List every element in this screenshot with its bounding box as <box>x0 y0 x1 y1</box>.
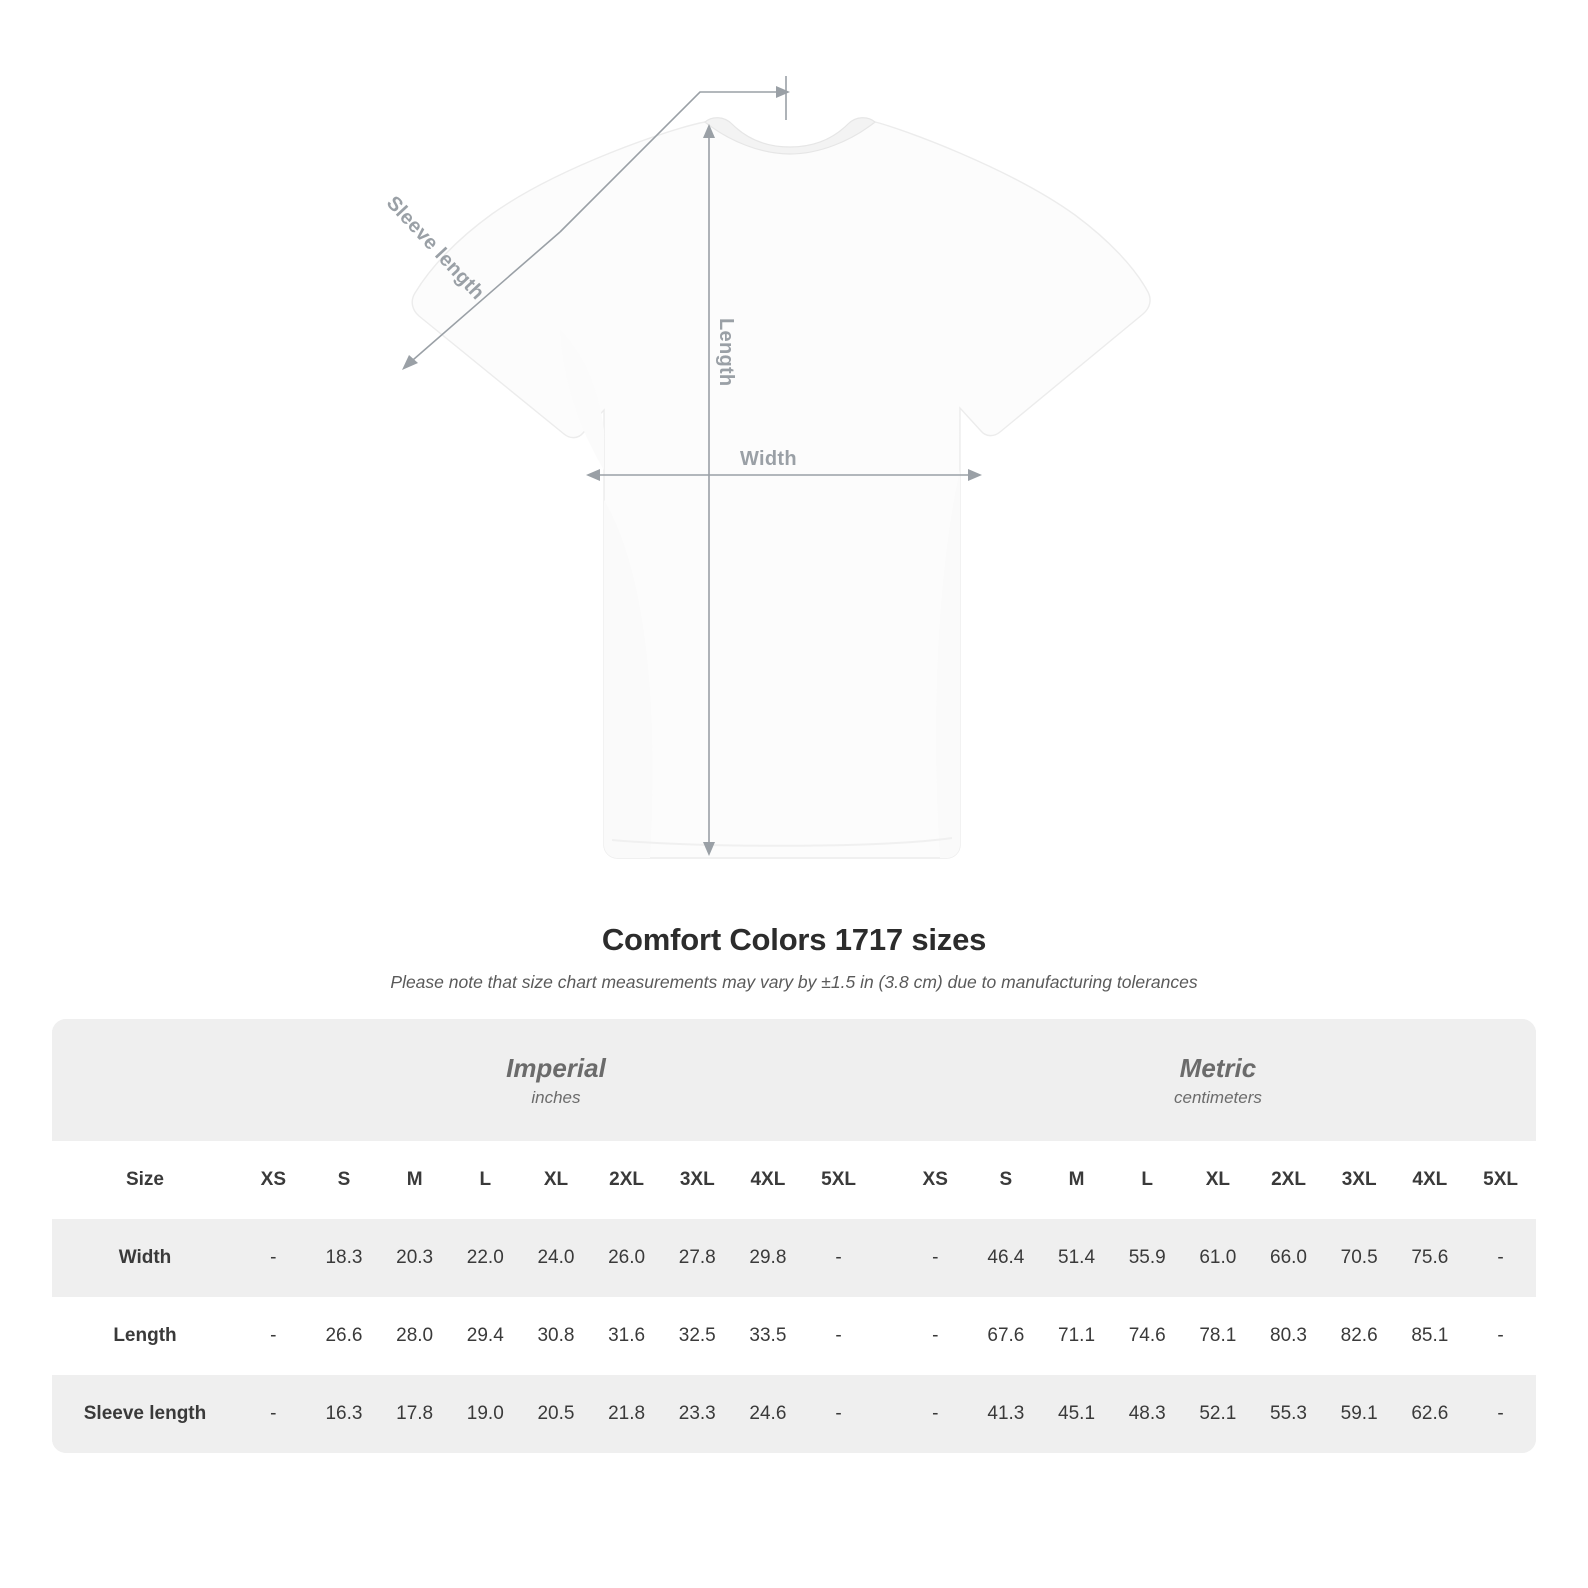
cell-width-imp-4: 24.0 <box>521 1219 592 1297</box>
tshirt-shape <box>412 118 1150 858</box>
table-row <box>52 1375 1536 1453</box>
size-col-imp-8: 5XL <box>803 1141 874 1219</box>
cell-length-met-4: 78.1 <box>1183 1297 1254 1375</box>
cell-sleeve-met-1: 41.3 <box>971 1375 1042 1453</box>
cell-sleeve-met-2: 45.1 <box>1041 1375 1112 1453</box>
width-label: Width <box>740 448 797 470</box>
title-block <box>0 922 1588 993</box>
size-col-met-0: XS <box>900 1141 971 1219</box>
cell-sleeve-met-8: - <box>1465 1375 1536 1453</box>
imperial-header <box>238 1019 874 1141</box>
cell-length-imp-2: 28.0 <box>379 1297 450 1375</box>
size-header-cell: Size <box>52 1141 238 1219</box>
size-col-met-8: 5XL <box>1465 1141 1536 1219</box>
size-col-met-4: XL <box>1183 1141 1254 1219</box>
imperial-title: Imperial <box>506 1052 606 1083</box>
cell-length-met-2: 71.1 <box>1041 1297 1112 1375</box>
metric-title: Metric <box>1179 1052 1257 1083</box>
size-col-met-2: M <box>1041 1141 1112 1219</box>
metric-header <box>900 1019 1536 1141</box>
cell-length-met-6: 82.6 <box>1324 1297 1395 1375</box>
row-gap-length <box>874 1297 900 1375</box>
cell-sleeve-imp-4: 20.5 <box>521 1375 592 1453</box>
cell-width-met-7: 75.6 <box>1395 1219 1466 1297</box>
cell-length-imp-3: 29.4 <box>450 1297 521 1375</box>
cell-width-imp-5: 26.0 <box>591 1219 662 1297</box>
cell-sleeve-met-3: 48.3 <box>1112 1375 1183 1453</box>
cell-length-met-3: 74.6 <box>1112 1297 1183 1375</box>
size-col-imp-7: 4XL <box>733 1141 804 1219</box>
cell-sleeve-met-4: 52.1 <box>1183 1375 1254 1453</box>
cell-sleeve-met-5: 55.3 <box>1253 1375 1324 1453</box>
size-col-imp-5: 2XL <box>591 1141 662 1219</box>
page-title: Comfort Colors 1717 sizes <box>601 922 987 957</box>
cell-width-met-4: 61.0 <box>1183 1219 1254 1297</box>
cell-width-met-1: 46.4 <box>971 1219 1042 1297</box>
cell-length-met-0: - <box>900 1297 971 1375</box>
cell-width-met-8: - <box>1465 1219 1536 1297</box>
cell-length-met-5: 80.3 <box>1253 1297 1324 1375</box>
cell-width-met-3: 55.9 <box>1112 1219 1183 1297</box>
cell-width-imp-2: 20.3 <box>379 1219 450 1297</box>
size-col-imp-1: S <box>309 1141 380 1219</box>
cell-sleeve-met-6: 59.1 <box>1324 1375 1395 1453</box>
cell-sleeve-imp-6: 23.3 <box>662 1375 733 1453</box>
cell-length-met-8: - <box>1465 1297 1536 1375</box>
row-label-width: Width <box>52 1219 238 1297</box>
cell-length-imp-1: 26.6 <box>309 1297 380 1375</box>
cell-sleeve-imp-1: 16.3 <box>309 1375 380 1453</box>
size-col-imp-0: XS <box>238 1141 309 1219</box>
row-label-length: Length <box>52 1297 238 1375</box>
size-header-row <box>52 1141 1536 1219</box>
cell-length-imp-4: 30.8 <box>521 1297 592 1375</box>
size-col-met-7: 4XL <box>1395 1141 1466 1219</box>
cell-length-met-7: 85.1 <box>1395 1297 1466 1375</box>
size-col-imp-2: M <box>379 1141 450 1219</box>
cell-sleeve-imp-7: 24.6 <box>733 1375 804 1453</box>
row-gap-sleeve <box>874 1375 900 1453</box>
size-col-met-5: 2XL <box>1253 1141 1324 1219</box>
row-gap-width <box>874 1219 900 1297</box>
cell-sleeve-imp-2: 17.8 <box>379 1375 450 1453</box>
length-label: Length <box>715 318 737 387</box>
cell-sleeve-imp-3: 19.0 <box>450 1375 521 1453</box>
cell-sleeve-met-7: 62.6 <box>1395 1375 1466 1453</box>
size-col-imp-3: L <box>450 1141 521 1219</box>
cell-width-imp-6: 27.8 <box>662 1219 733 1297</box>
cell-length-imp-6: 32.5 <box>662 1297 733 1375</box>
header-gap <box>874 1141 900 1219</box>
cell-width-imp-0: - <box>238 1219 309 1297</box>
unit-spacer-left <box>52 1019 238 1141</box>
table-row <box>52 1297 1536 1375</box>
size-col-met-6: 3XL <box>1324 1141 1395 1219</box>
imperial-subtitle: inches <box>531 1088 581 1108</box>
cell-length-imp-0: - <box>238 1297 309 1375</box>
size-col-imp-4: XL <box>521 1141 592 1219</box>
cell-sleeve-imp-0: - <box>238 1375 309 1453</box>
cell-width-met-0: - <box>900 1219 971 1297</box>
cell-sleeve-imp-8: - <box>803 1375 874 1453</box>
sleeve-length-label: Sleeve length <box>381 192 489 305</box>
size-chart-table <box>52 1019 1536 1453</box>
cell-length-imp-5: 31.6 <box>591 1297 662 1375</box>
cell-sleeve-met-0: - <box>900 1375 971 1453</box>
unit-spacer-mid <box>874 1019 900 1141</box>
table-row <box>52 1219 1536 1297</box>
metric-subtitle: centimeters <box>1174 1088 1262 1108</box>
size-col-imp-6: 3XL <box>662 1141 733 1219</box>
size-col-met-1: S <box>971 1141 1042 1219</box>
cell-width-imp-1: 18.3 <box>309 1219 380 1297</box>
cell-length-imp-7: 33.5 <box>733 1297 804 1375</box>
cell-width-imp-8: - <box>803 1219 874 1297</box>
cell-width-met-2: 51.4 <box>1041 1219 1112 1297</box>
cell-width-met-6: 70.5 <box>1324 1219 1395 1297</box>
cell-length-met-1: 67.6 <box>971 1297 1042 1375</box>
size-col-met-3: L <box>1112 1141 1183 1219</box>
row-label-sleeve-length: Sleeve length <box>52 1375 238 1453</box>
cell-length-imp-8: - <box>803 1297 874 1375</box>
cell-width-imp-3: 22.0 <box>450 1219 521 1297</box>
cell-sleeve-imp-5: 21.8 <box>591 1375 662 1453</box>
unit-header-row <box>52 1019 1536 1141</box>
cell-width-imp-7: 29.8 <box>733 1219 804 1297</box>
tolerance-note: Please note that size chart measurements may vary by ±1.5 in (3.8 cm) due to manufacturing tolerances <box>390 972 1198 992</box>
cell-width-met-5: 66.0 <box>1253 1219 1324 1297</box>
